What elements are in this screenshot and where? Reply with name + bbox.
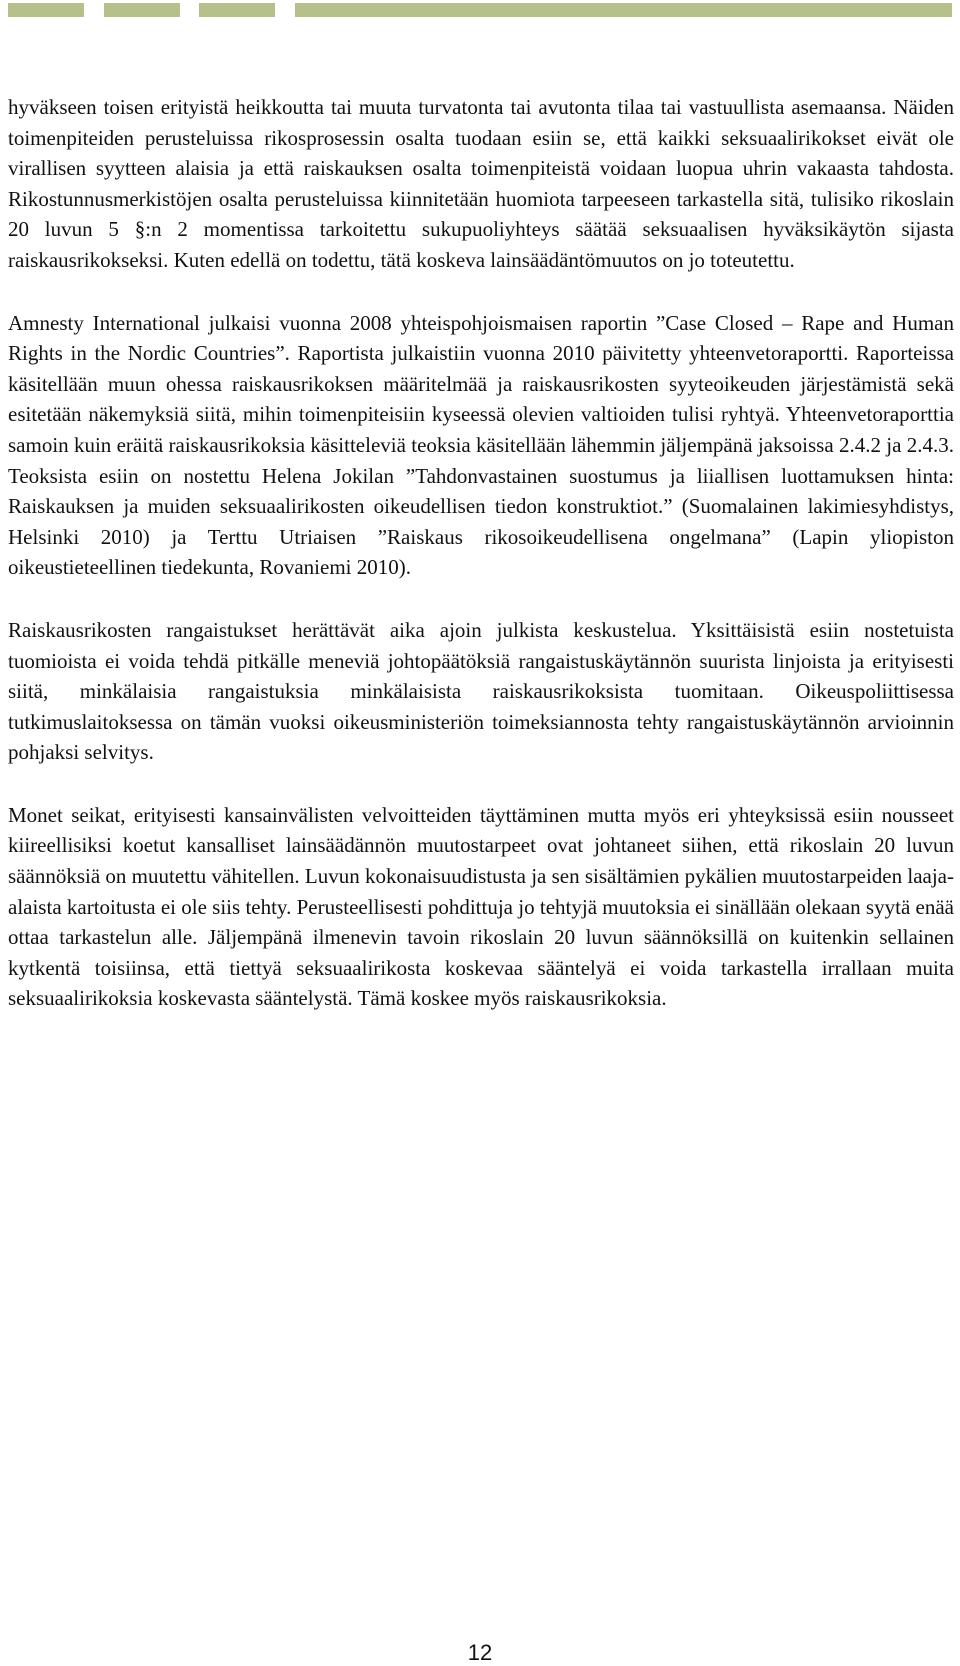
paragraph: Monet seikat, erityisesti kansainvälisten velvoitteiden täyttäminen mutta myös eri yhteyksissä esiin nousseet kiireellisiksi koetut kansalliset lainsäädännön muutostarpeet ovat johtaneet siihen, että rikoslain 20 luvun säännöksiä on muutettu vähitellen. Luvun kokonaisuudistusta ja sen sisältämien pykälien muutostarpeiden laaja-alaista kartoitusta ei ole siis tehty. Perusteellisesti pohdittuja jo tehtyjä muutoksia ei sinällään olekaan syytä enää ottaa tarkastelun alle. Jäljempänä ilmenevin tavoin rikoslain 20 luvun säännöksillä on kuitenkin sellainen kytkentä toisiinsa, että tiettyä seksuaalirikosta koskevaa sääntelyä ei voida tarkastella irrallaan muita seksuaalirikoksia koskevasta sääntelystä. Tämä koskee myös raiskausrikoksia. — [8, 802, 954, 1011]
header-bar — [295, 3, 952, 17]
header-decoration — [8, 3, 952, 17]
paragraph: Raiskausrikosten rangaistukset herättävät aika ajoin julkista keskustelua. Yksittäisistä esiin nostetuista tuomioista ei voida tehdä pitkälle meneviä johtopäätöksiä rangaistuskäytännön suurista linjoista ja erityisesti siitä, minkälaisia rangaistuksia minkälaisista raiskausrikoksista tuomitaan. Oikeuspoliittisessa tutkimuslaitoksessa on tämän vuoksi oikeusministeriön toimeksiannosta tehty rangaistuskäytännön arvioinnin pohjaksi selvitys. — [8, 617, 954, 765]
header-bar — [199, 3, 275, 17]
page-number: 12 — [467, 1640, 493, 1665]
paragraph: hyväkseen toisen erityistä heikkoutta tai muuta turvatonta tai avutonta tilaa tai vastuullista asemaansa. Näiden toimenpiteiden perusteluissa rikosprosessin osalta tuodaan esiin se, että kaikki seksuaalirikokset eivät ole virallisen syytteen alaisia ja että raiskauksen osalta toimenpiteistä voidaan luopua uhrin vakaasta tahdosta. Rikostunnusmerkistöjen osalta perusteluissa kiinnitetään huomiota tarpeeseen tarkastella sitä, tulisiko rikoslain 20 luvun 5 §:n 2 momentissa tarkoitettu sukupuoliyhteys säätää seksuaalisen hyväksikäytön sijasta raiskausrikokseksi. Kuten edellä on todettu, tätä koskeva lainsäädäntömuutos on jo toteutettu. — [8, 95, 954, 272]
body-text — [8, 92, 954, 1046]
header-bar — [104, 3, 180, 17]
header-bar — [8, 3, 84, 17]
paragraph: Amnesty International julkaisi vuonna 2008 yhteispohjoismaisen raportin ”Case Closed – Rape and Human Rights in the Nordic Countries”. Raportista julkaistiin vuonna 2010 päivitetty yhteenvetoraportti. Raporteissa käsitellään muun ohessa raiskausrikoksen määritelmää ja raiskausrikosten syyteoikeuden järjestämistä sekä esitetään näkemyksiä siitä, mihin toimenpiteisiin kyseessä olevien valtioiden tulisi ryhtyä. Yhteenvetoraporttia samoin kuin eräitä raiskausrikoksia käsitteleviä teoksia käsitellään lähemmin jäljempänä jaksoissa 2.4.2 ja 2.4.3. Teoksista esiin on nostettu Helena Jokilan ”Tahdonvastainen suostumus ja liiallisen luottamuksen hinta: Raiskauksen ja muiden seksuaalirikosten oikeudellisen tiedon konstruktiot.” (Suomalainen lakimiesyhdistys, Helsinki 2010) ja Terttu Utriaisen ”Raiskaus rikosoikeudellisena ongelmana” (Lapin yliopiston oikeustieteellinen tiedekunta, Rovaniemi 2010). — [8, 310, 954, 580]
